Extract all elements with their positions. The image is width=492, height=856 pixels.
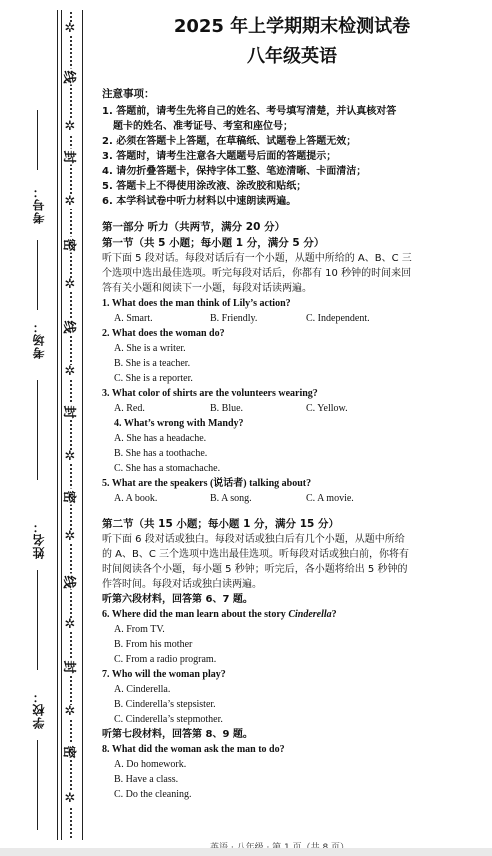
star-icon: ✲ bbox=[64, 119, 76, 134]
note-item: 6. 本学科试卷中听力材料以中速朗读两遍。 bbox=[102, 196, 297, 207]
option-b: B. She has a toothache. bbox=[114, 448, 208, 459]
option-c: C. A movie. bbox=[306, 493, 354, 504]
material-6-prompt: 听第六段材料，回答第 6、7 题。 bbox=[102, 594, 253, 605]
option-c: C. Yellow. bbox=[306, 403, 348, 414]
star-icon: ✲ bbox=[64, 277, 76, 292]
option-a: A. Smart. bbox=[114, 313, 153, 324]
notes-heading: 注意事项： bbox=[102, 88, 155, 100]
star-icon: ✲ bbox=[64, 194, 76, 209]
star-icon: ✲ bbox=[64, 617, 76, 632]
note-item: 3. 答题时，请考生注意各大题题号后面的答题提示； bbox=[102, 151, 337, 162]
option-a: A. Do homework. bbox=[114, 759, 187, 770]
note-item: 2. 必须在答题卡上答题，在草稿纸、试题卷上答题无效； bbox=[102, 136, 357, 147]
option-c: C. Cinderella’s stepmother. bbox=[114, 714, 223, 725]
question-2: 2. What does the woman do? bbox=[102, 328, 225, 339]
question-3: 3. What color of shirts are the volunteers wearing? bbox=[102, 388, 318, 399]
seal-char-feng: 封 bbox=[63, 657, 77, 673]
section2-instruction: 听下面 6 段对话或独白。每段对话或独白后有几个小题，从题中所给 bbox=[102, 534, 405, 545]
option-a: A. She has a headache. bbox=[114, 433, 207, 444]
star-icon: ✲ bbox=[64, 449, 76, 464]
question-1: 1. What does the man think of Lily’s action? bbox=[102, 298, 291, 309]
question-7: 7. Who will the woman play? bbox=[102, 669, 226, 680]
part1-title: 第一部分 听力（共两节，满分 20 分） bbox=[102, 221, 286, 233]
seal-char-xian: 线 bbox=[63, 317, 77, 333]
binding-underline bbox=[37, 740, 38, 830]
question-5-options bbox=[102, 491, 482, 506]
seal-char-mi: 密 bbox=[63, 487, 77, 503]
question-4: 4. What’s wrong with Mandy? bbox=[114, 418, 244, 429]
option-b: B. Blue. bbox=[210, 403, 244, 414]
option-a: A. A book. bbox=[114, 493, 158, 504]
material-7-prompt: 听第七段材料，回答第 8、9 题。 bbox=[102, 729, 253, 740]
option-c: C. From a radio program. bbox=[114, 654, 217, 665]
star-icon: ✲ bbox=[64, 364, 76, 379]
question-6-text: 6. Where did the man learn about the story bbox=[102, 609, 289, 620]
seal-char-feng: 封 bbox=[63, 402, 77, 418]
question-8: 8. What did the woman ask the man to do? bbox=[102, 744, 285, 755]
option-c: C. She is a reporter. bbox=[114, 373, 193, 384]
option-a: A. She is a writer. bbox=[114, 343, 186, 354]
name-label: 姓名： bbox=[32, 520, 46, 559]
option-b: B. Cinderella’s stepsister. bbox=[114, 699, 216, 710]
question-5: 5. What are the speakers (说话者) talking about? bbox=[102, 478, 312, 489]
section2-instruction: 时间阅读各个小题，每小题 5 秒钟；听完后，各小题将给出 5 秒钟的 bbox=[102, 564, 408, 575]
star-icon: ✲ bbox=[64, 704, 76, 719]
question-3-options bbox=[102, 401, 482, 416]
option-b: B. From his mother bbox=[114, 639, 193, 650]
option-b: B. A song. bbox=[210, 493, 252, 504]
binding-underline bbox=[37, 570, 38, 670]
seal-char-mi: 密 bbox=[63, 742, 77, 758]
option-b: B. Friendly. bbox=[210, 313, 258, 324]
option-b: B. She is a teacher. bbox=[114, 358, 191, 369]
seal-char-feng: 封 bbox=[63, 147, 77, 163]
binding-border bbox=[57, 10, 58, 840]
section2-title: 第二节（共 15 小题；每小题 1 分，满分 15 分） bbox=[102, 518, 339, 530]
note-item: 4. 请勿折叠答题卡，保持字体工整、笔迹清晰、卡面清洁； bbox=[102, 166, 367, 177]
section2-instruction: 作答时间。每段对话或独白读两遍。 bbox=[102, 579, 262, 590]
section1-instruction: 个选项中选出最佳选项。听完每段对话后，你都有 10 秒钟的时间来回 bbox=[102, 268, 412, 279]
section1-title: 第一节（共 5 小题；每小题 1 分，满分 5 分） bbox=[102, 237, 325, 249]
star-icon: ✲ bbox=[64, 21, 76, 36]
question-6-title: Cinderella bbox=[288, 609, 332, 620]
exam-content bbox=[102, 12, 482, 802]
binding-border bbox=[61, 10, 62, 840]
star-icon: ✲ bbox=[64, 791, 76, 806]
section2-instruction: 的 A、B、C 三个选项中选出最佳选项。听每段对话或独白前，你将有 bbox=[102, 549, 410, 560]
option-a: A. Red. bbox=[114, 403, 145, 414]
note-item: 1. 答题前，请考生先将自己的姓名、考号填写清楚，并认真核对答 bbox=[102, 106, 397, 117]
note-item: 5. 答题卡上不得使用涂改液、涂改胶和贴纸； bbox=[102, 181, 307, 192]
option-a: A. Cinderella. bbox=[114, 684, 171, 695]
binding-underline bbox=[37, 380, 38, 480]
binding-border bbox=[82, 10, 83, 840]
exam-title: 2025 年上学期期末检测试卷 bbox=[173, 16, 411, 37]
school-label: 学校： bbox=[32, 690, 46, 729]
question-6 bbox=[102, 607, 482, 622]
option-c: C. She has a stomachache. bbox=[114, 463, 221, 474]
section1-instruction: 听下面 5 段对话。每段对话后有一个小题，从题中所给的 A、B、C 三 bbox=[102, 253, 412, 264]
binding-underline bbox=[37, 110, 38, 170]
seal-char-xian: 线 bbox=[63, 67, 77, 83]
exam-subject: 八年级英语 bbox=[247, 46, 337, 67]
option-c: C. Do the cleaning. bbox=[114, 789, 192, 800]
question-6-end: ? bbox=[331, 609, 337, 620]
seal-char-mi: 密 bbox=[63, 235, 77, 251]
star-icon: ✲ bbox=[64, 529, 76, 544]
binding-underline bbox=[37, 240, 38, 310]
note-item: 题卡的姓名、准考证号、考室和座位号； bbox=[113, 121, 293, 132]
option-a: A. From TV. bbox=[114, 624, 165, 635]
exam-number-label: 考号： bbox=[32, 185, 46, 224]
seal-char-xian: 线 bbox=[63, 572, 77, 588]
option-c: C. Independent. bbox=[306, 313, 370, 324]
bottom-bar bbox=[0, 848, 492, 856]
section1-instruction: 答有关小题和阅读下一小题，每段对话读两遍。 bbox=[102, 283, 312, 294]
exam-room-label: 考场： bbox=[32, 320, 46, 359]
option-b: B. Have a class. bbox=[114, 774, 179, 785]
question-1-options bbox=[102, 311, 482, 326]
